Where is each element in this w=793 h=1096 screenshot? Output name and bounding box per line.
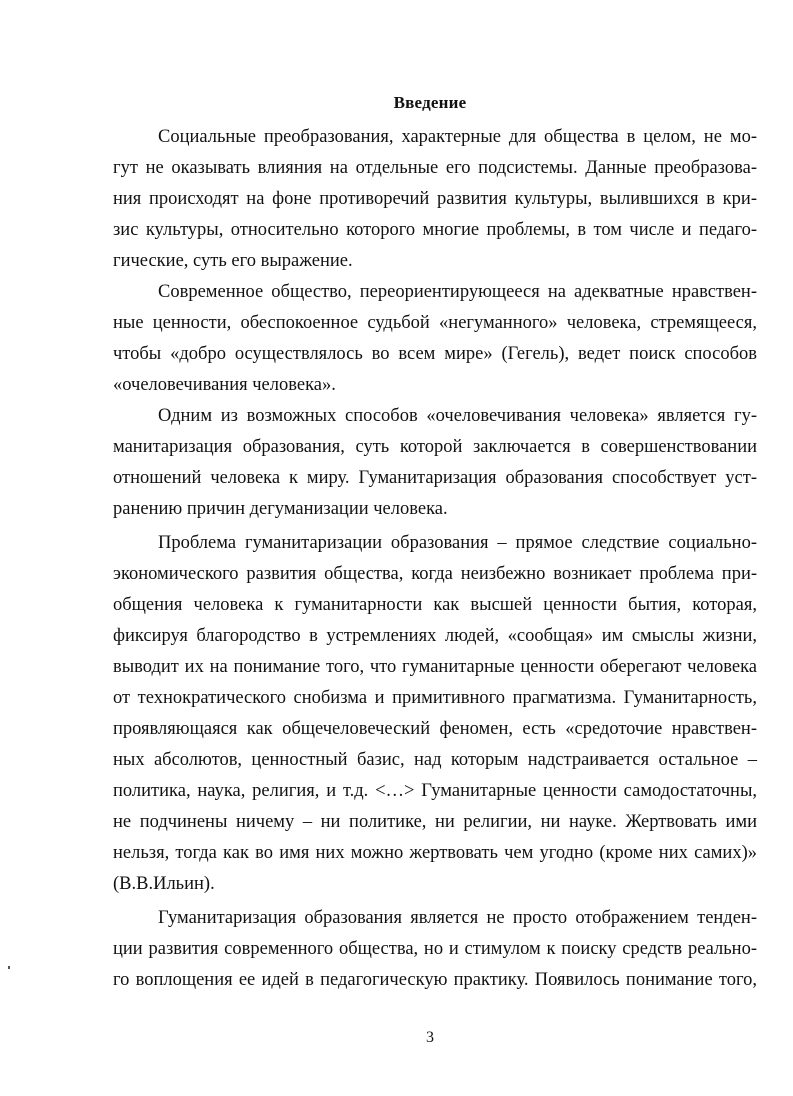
text-line: ции развития современного общества, но и стимулом к поиску средств реально- <box>113 939 757 959</box>
text-line: не подчинены ничему – ни политике, ни религии, ни науке. Жертвовать ими <box>113 812 757 832</box>
text-line: Одним из возможных способов «очеловечивания человека» является гу- <box>158 406 757 426</box>
text-line: ния происходят на фоне противоречий развития культуры, вылившихся в кри- <box>113 189 757 209</box>
text-line: «очеловечивания человека». <box>113 375 336 395</box>
text-line: го воплощения ее идей в педагогическую практику. Появилось понимание того, <box>113 970 757 990</box>
text-line: ранению причин дегуманизации человека. <box>113 499 448 519</box>
page-title: Введение <box>393 93 467 112</box>
text-line: нельзя, тогда как во имя них можно жертвовать чем угодно (кроме них самих)» <box>113 843 757 863</box>
text-line: Проблема гуманитаризации образования – прямое следствие социально- <box>158 533 757 553</box>
text-line: Современное общество, переориентирующееся на адекватные нравствен- <box>158 282 757 302</box>
text-line: (В.В.Ильин). <box>113 874 215 894</box>
text-line: отношений человека к миру. Гуманитаризация образования способствует уст- <box>113 468 757 488</box>
text-line: от технократического снобизма и примитивного прагматизма. Гуманитарность, <box>113 688 757 708</box>
text-line: политика, наука, религия, и т.д. <…> Гуманитарные ценности самодостаточны, <box>113 781 757 801</box>
text-line: выводит их на понимание того, что гуманитарные ценности оберегают человека <box>113 657 757 677</box>
text-line: гические, суть его выражение. <box>113 251 353 271</box>
text-line: ных абсолютов, ценностный базис, над которым надстраивается остальное – <box>113 750 757 770</box>
text-line: фиксируя благородство в устремлениях людей, «сообщая» им смыслы жизни, <box>113 626 757 646</box>
text-line: проявляющаяся как общечеловеческий феномен, есть «средоточие нравствен- <box>113 719 757 739</box>
text-line: Гуманитаризация образования является не просто отображением тенден- <box>158 908 757 928</box>
text-line: общения человека к гуманитарности как высшей ценности бытия, которая, <box>113 595 757 615</box>
scan-artifact <box>8 966 10 969</box>
text-line: манитаризация образования, суть которой заключается в совершенствовании <box>113 437 757 457</box>
text-line: экономического развития общества, когда неизбежно возникает проблема при- <box>113 564 757 584</box>
text-line: ные ценности, обеспокоенное судьбой «негуманного» человека, стремящееся, <box>113 313 757 333</box>
text-line: зис культуры, относительно которого многие проблемы, в том числе и педаго- <box>113 220 757 240</box>
text-line: чтобы «добро осуществлялось во всем мире» (Гегель), ведет поиск способов <box>113 344 757 364</box>
page-number: 3 <box>426 1029 434 1046</box>
text-line: гут не оказывать влияния на отдельные его подсистемы. Данные преобразова- <box>113 158 757 178</box>
text-line: Социальные преобразования, характерные для общества в целом, не мо- <box>158 127 757 147</box>
